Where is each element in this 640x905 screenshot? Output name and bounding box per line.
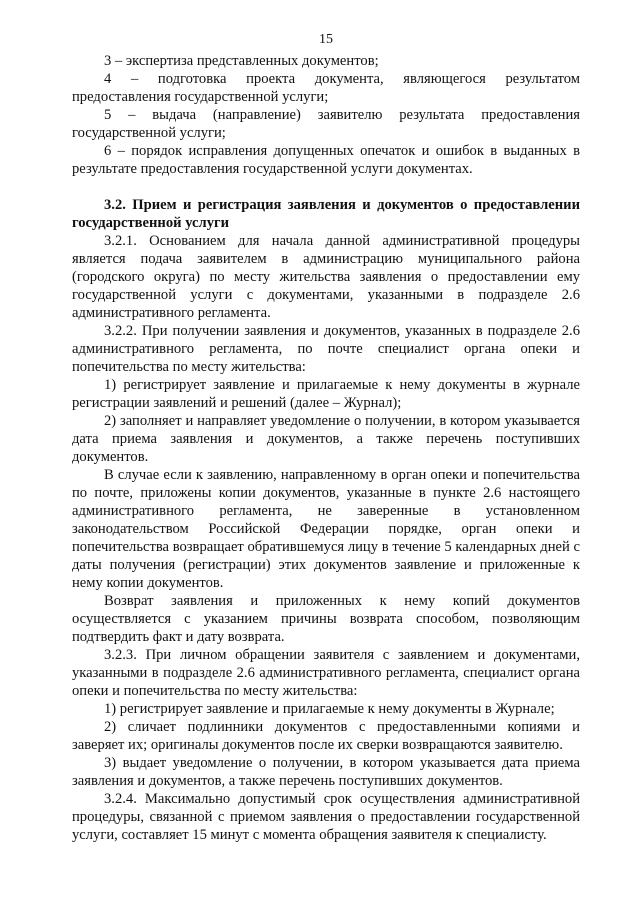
list-item-6: 6 – порядок исправления допущенных опечаток и ошибок в выданных в результате предоставления государственной услуги документах. [72,143,580,177]
section-heading: 3.2. Прием и регистрация заявления и документов о предоставлении государственной услуги [72,197,580,231]
page-number: 15 [319,32,333,47]
paragraph-3-2-2-item-1: 1) регистрирует заявление и прилагаемые к нему документы в журнале регистрации заявлений и решений (далее – Журнал); [72,377,580,411]
paragraph-3-2-3: 3.2.3. При личном обращении заявителя с заявлением и документами, указанными в подразделе 2.6 административного регламента, специалист органа опеки и попечительства по месту жительства: [72,647,580,699]
paragraph-copies-return: В случае если к заявлению, направленному в орган опеки и попечительства по почте, приложены копии документов, указанные в пункте 2.6 настоящего административного регламента, не заверенные в установленном законодательством Российской Федерации порядке, орган опеки и попечительства возвращает обратившемуся лицу в течение 5 календарных дней с даты получения (регистрации) этих документов заявление и приложенные к нему копии документов. [72,467,580,591]
paragraph-3-2-3-item-2: 2) сличает подлинники документов с предоставленными копиями и заверяет их; оригиналы документов после их сверки возвращаются заявителю. [72,719,580,753]
list-item-5: 5 – выдача (направление) заявителю результата предоставления государственной услуги; [72,107,580,141]
paragraph-3-2-4: 3.2.4. Максимально допустимый срок осуществления административной процедуры, связанной с приемом заявления о предоставлении государственной услуги, составляет 15 минут с момента обращения заявителя к специалисту. [72,791,580,843]
paragraph-3-2-2-item-2: 2) заполняет и направляет уведомление о получении, в котором указывается дата приема заявления и документов, а также перечень поступивших документов. [72,413,580,465]
paragraph-3-2-3-item-1: 1) регистрирует заявление и прилагаемые к нему документы в Журнале; [104,701,555,717]
list-item-4: 4 – подготовка проекта документа, являющегося результатом предоставления государственной услуги; [72,71,580,105]
document-page [72,32,580,844]
paragraph-3-2-2: 3.2.2. При получении заявления и документов, указанных в подразделе 2.6 административного регламента, по почте специалист органа опеки и попечительства по месту жительства: [72,323,580,375]
paragraph-3-2-1: 3.2.1. Основанием для начала данной административной процедуры является подача заявителем в администрацию муниципального района (городского округа) по месту жительства заявления о предоставлении ему государственной услуги с документами, указанными в подразделе 2.6 административного регламента. [72,233,580,321]
paragraph-return-method: Возврат заявления и приложенных к нему копий документов осуществляется с указанием причины возврата способом, позволяющим подтвердить факт и дату возврата. [72,593,580,645]
paragraph-3-2-3-item-3: 3) выдает уведомление о получении, в котором указывается дата приема заявления и документов, а также перечень поступивших документов. [72,755,580,789]
list-item-3: 3 – экспертиза представленных документов; [104,53,379,69]
